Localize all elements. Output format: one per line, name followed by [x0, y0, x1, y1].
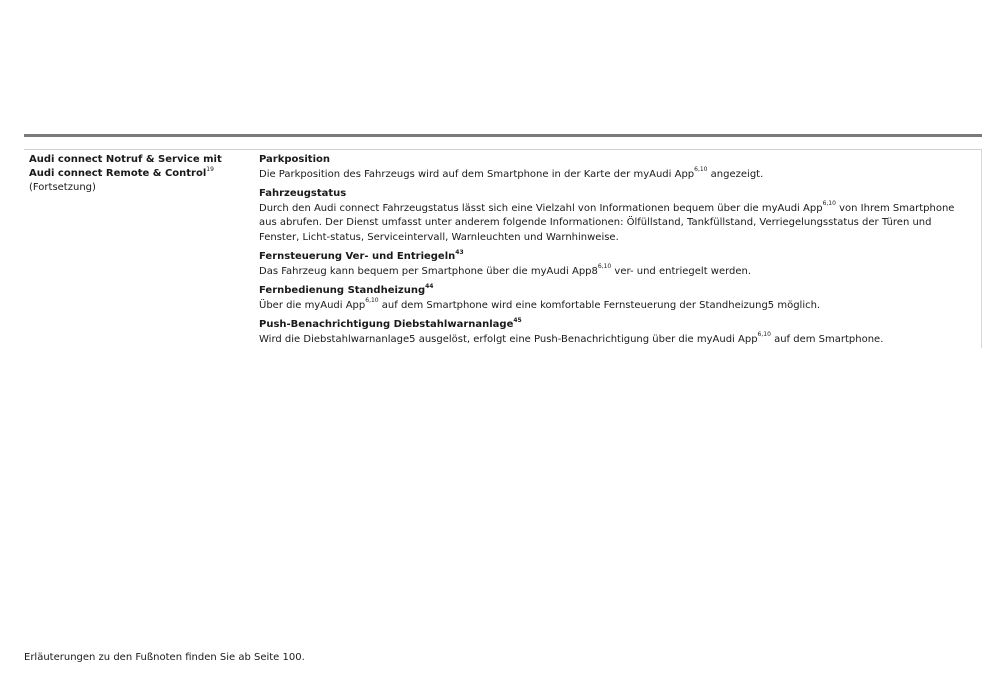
description-text: Durch den Audi connect Fahrzeugstatus lässt sich eine Vielzahl von Informationen bequem über die myAudi App	[259, 202, 823, 214]
section-heading	[29, 153, 249, 195]
top-divider	[24, 134, 982, 137]
description-text: ver- und entriegelt werden.	[611, 265, 752, 277]
description-text: auf dem Smartphone wird eine komfortable Fernsteuerung der Standheizung5 möglich.	[378, 299, 821, 311]
description-text: angezeigt.	[707, 168, 764, 180]
feature-title	[259, 187, 974, 202]
section-title-suffix: (Fortsetzung)	[29, 182, 96, 193]
footnote-marker: 6,10	[822, 200, 836, 208]
feature-title-footnote: 44	[425, 282, 434, 290]
table-right-border	[981, 150, 982, 348]
footnote-marker: 6,10	[365, 297, 379, 305]
feature-title-text: Fernbedienung Standheizung	[259, 285, 426, 296]
feature-entry	[259, 284, 974, 313]
footnote-marker: 6,10	[694, 166, 708, 174]
feature-title	[259, 153, 974, 168]
feature-title-text: Parkposition	[259, 154, 330, 165]
section-title: Audi connect Notruf & Service mit Audi connect Remote & Control	[29, 154, 222, 179]
feature-description	[259, 265, 974, 280]
description-text: von Ihrem Smartphone aus abrufen. Der Dienst umfasst unter anderem folgende Informationen: Ölfüllstand, Tankfüllstand, Verriegelungsstatus der Türen und Fenster, Licht-status, Serviceintervall, Warnleuchten und Warnhinweise.	[259, 202, 955, 243]
section-title-footnote: 19	[206, 165, 214, 173]
feature-title-footnote: 45	[513, 316, 522, 324]
feature-description	[259, 333, 974, 348]
feature-description	[259, 299, 974, 314]
footnote-marker: 6,10	[597, 263, 612, 271]
description-text: Die Parkposition des Fahrzeugs wird auf dem Smartphone in der Karte der myAudi App	[259, 168, 695, 180]
feature-title-footnote: 43	[455, 248, 464, 256]
feature-description	[259, 202, 974, 246]
footnote-reference: Erläuterungen zu den Fußnoten finden Sie ab Seite 100.	[24, 652, 305, 663]
feature-list	[259, 153, 974, 352]
feature-title-text: Fernsteuerung Ver- und Entriegeln	[259, 251, 456, 262]
feature-title-text: Push-Benachrichtigung Diebstahlwarnanlage	[259, 319, 514, 330]
description-text: Über die myAudi App	[259, 299, 366, 311]
feature-entry	[259, 153, 974, 182]
feature-entry	[259, 250, 974, 279]
feature-description	[259, 168, 974, 183]
description-text: Das Fahrzeug kann bequem per Smartphone über die myAudi App8	[259, 265, 598, 277]
footnote-marker: 6,10	[757, 331, 771, 339]
description-text: Wird die Diebstahlwarnanlage5 ausgelöst, erfolgt eine Push-Benachrichtigung über die myAudi App	[259, 333, 758, 345]
feature-entry	[259, 318, 974, 347]
feature-title-text: Fahrzeugstatus	[259, 188, 347, 199]
feature-title	[259, 250, 974, 265]
table-top-border	[24, 149, 982, 150]
feature-title	[259, 318, 974, 333]
feature-entry	[259, 187, 974, 245]
description-text: auf dem Smartphone.	[770, 333, 884, 345]
